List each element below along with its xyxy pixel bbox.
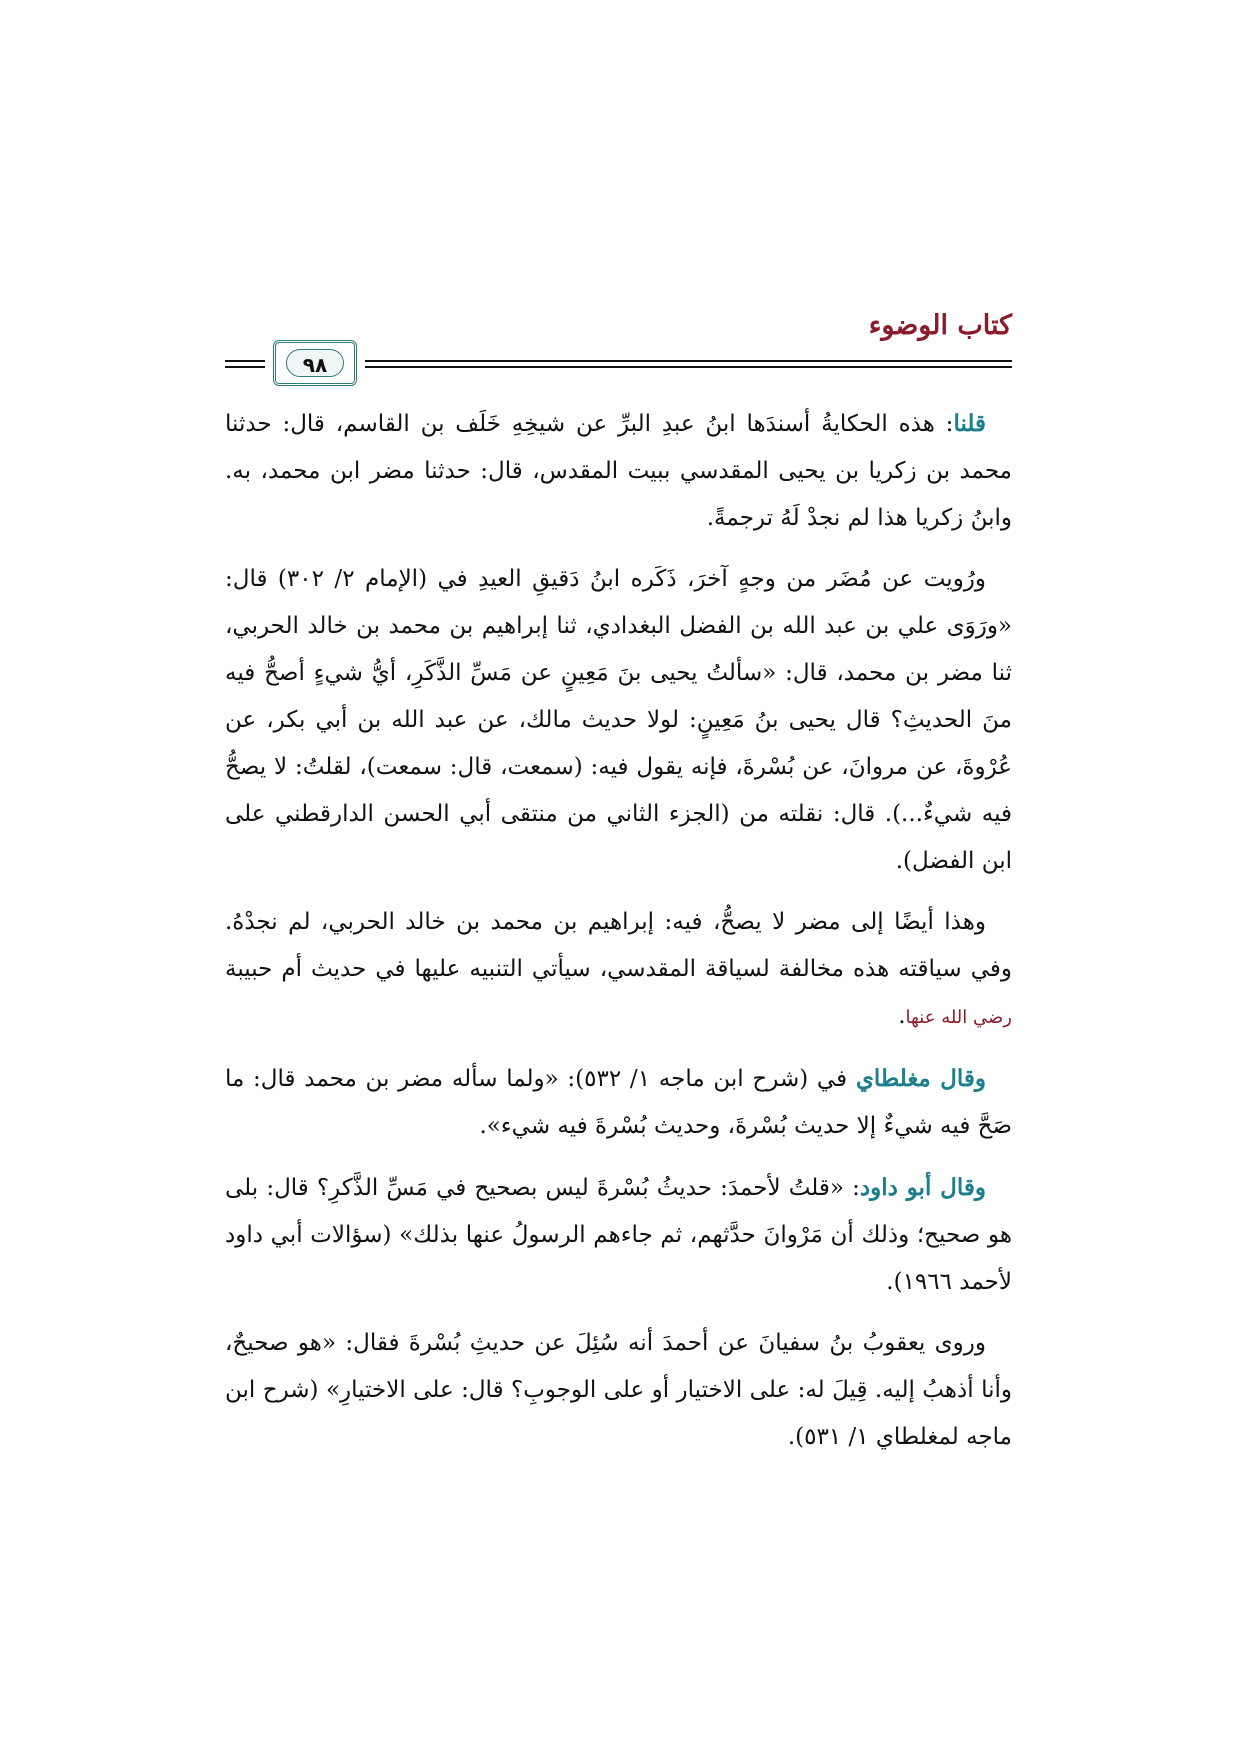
- honorific-glyph: رضي الله عنها: [905, 1007, 1012, 1028]
- paragraph-3: [225, 899, 1012, 1041]
- paragraph-text: وروى يعقوبُ بنُ سفيانَ عن أحمدَ أنه سُئِلَ عن حديثِ بُسْرةَ فقال: «هو صحيحٌ، وأنا أذهبُ إليه. قِيلَ له: على الاختيار أو على الوجوبِ؟ قال: على الاختيارِ» (شرح ابن ماجه لمغلطاي ١/ ٥٣١).: [225, 1330, 1012, 1450]
- paragraph-text: .: [898, 1003, 906, 1029]
- paragraph-lead: وقال أبو داود: [859, 1174, 986, 1201]
- page-number-frame: [273, 340, 357, 386]
- paragraph-text: ورُويت عن مُضَر من وجهٍ آخرَ، ذَكَره ابنُ دَقيقِ العيدِ في (الإمام ٢/ ٣٠٢) قال: «ورَوَى علي بن عبد الله بن الفضل البغدادي، ثنا إبراهيم بن محمد بن خالد الحربي، ثنا مضر بن محمد، قال: «سألتُ يحيى بنَ مَعِينٍ عن مَسِّ الذَّكَرِ، أيُّ شيءٍ أصحُّ فيه منَ الحديثِ؟ قال يحيى بنُ مَعِينٍ: لولا حديث مالك، عن عبد الله بن أبي بكر، عن عُرْوةَ، عن مروانَ، عن بُسْرةَ، فإنه يقول فيه: (سمعت، قال: سمعت)، لقلتُ: لا يصحُّ فيه شيءٌ...). قال: نقلته من (الجزء الثاني من منتقى أبي الحسن الدارقطني على ابن الفضل).: [225, 566, 1012, 874]
- paragraph-6: [225, 1320, 1012, 1461]
- header-rule: [365, 366, 1012, 368]
- book-title: كتاب الوضوء: [868, 310, 1012, 341]
- body-text: [225, 400, 1012, 1475]
- paragraph-lead: وقال مغلطاي: [855, 1065, 986, 1092]
- header-rule-short: [225, 360, 265, 362]
- page-number: ٩٨: [302, 353, 328, 377]
- paragraph-2: [225, 556, 1012, 885]
- paragraph-text: : هذه الحكايةُ أسندَها ابنُ عبدِ البرِّ عن شيخِهِ خَلَف بن القاسم، قال: حدثنا محمد بن زكريا بن يحيى المقدسي ببيت المقدس، قال: حدثنا مضر ابن محمد، به. وابنُ زكريا هذا لم نجدْ لَهُ ترجمةً.: [225, 411, 1012, 531]
- paragraph-text: وهذا أيضًا إلى مضر لا يصحُّ، فيه: إبراهيم بن محمد بن خالد الحربي، لم نجدْهُ. وفي سياقته هذه مخالفة لسياقة المقدسي، سيأتي التنبيه عليها في حديث أم حبيبة: [225, 909, 1012, 982]
- paragraph-lead: قلنا: [953, 410, 986, 437]
- paragraph-5: [225, 1164, 1012, 1306]
- paragraph-text: : «قلتُ لأحمدَ: حديثُ بُسْرةَ ليس بصحيح في مَسِّ الذَّكرِ؟ قال: بلى هو صحيح؛ وذلك أن مَرْوانَ حدَّثهم، ثم جاءهم الرسولُ عنها بذلك» (سؤالات أبي داود لأحمد ١٩٦٦).: [225, 1175, 1012, 1295]
- page-number-ornament: [286, 349, 344, 377]
- paragraph-4: [225, 1055, 1012, 1150]
- header-rule: [365, 360, 1012, 362]
- header-rule-short: [225, 366, 265, 368]
- paragraph-1: [225, 400, 1012, 542]
- page-header: [225, 300, 1012, 395]
- paragraph-text: في (شرح ابن ماجه ١/ ٥٣٢): «ولما سأله مضر بن محمد قال: ما صَحَّ فيه شيءٌ إلا حديث بُسْرةَ، وحديث بُسْرةَ فيه شيء».: [225, 1066, 1012, 1139]
